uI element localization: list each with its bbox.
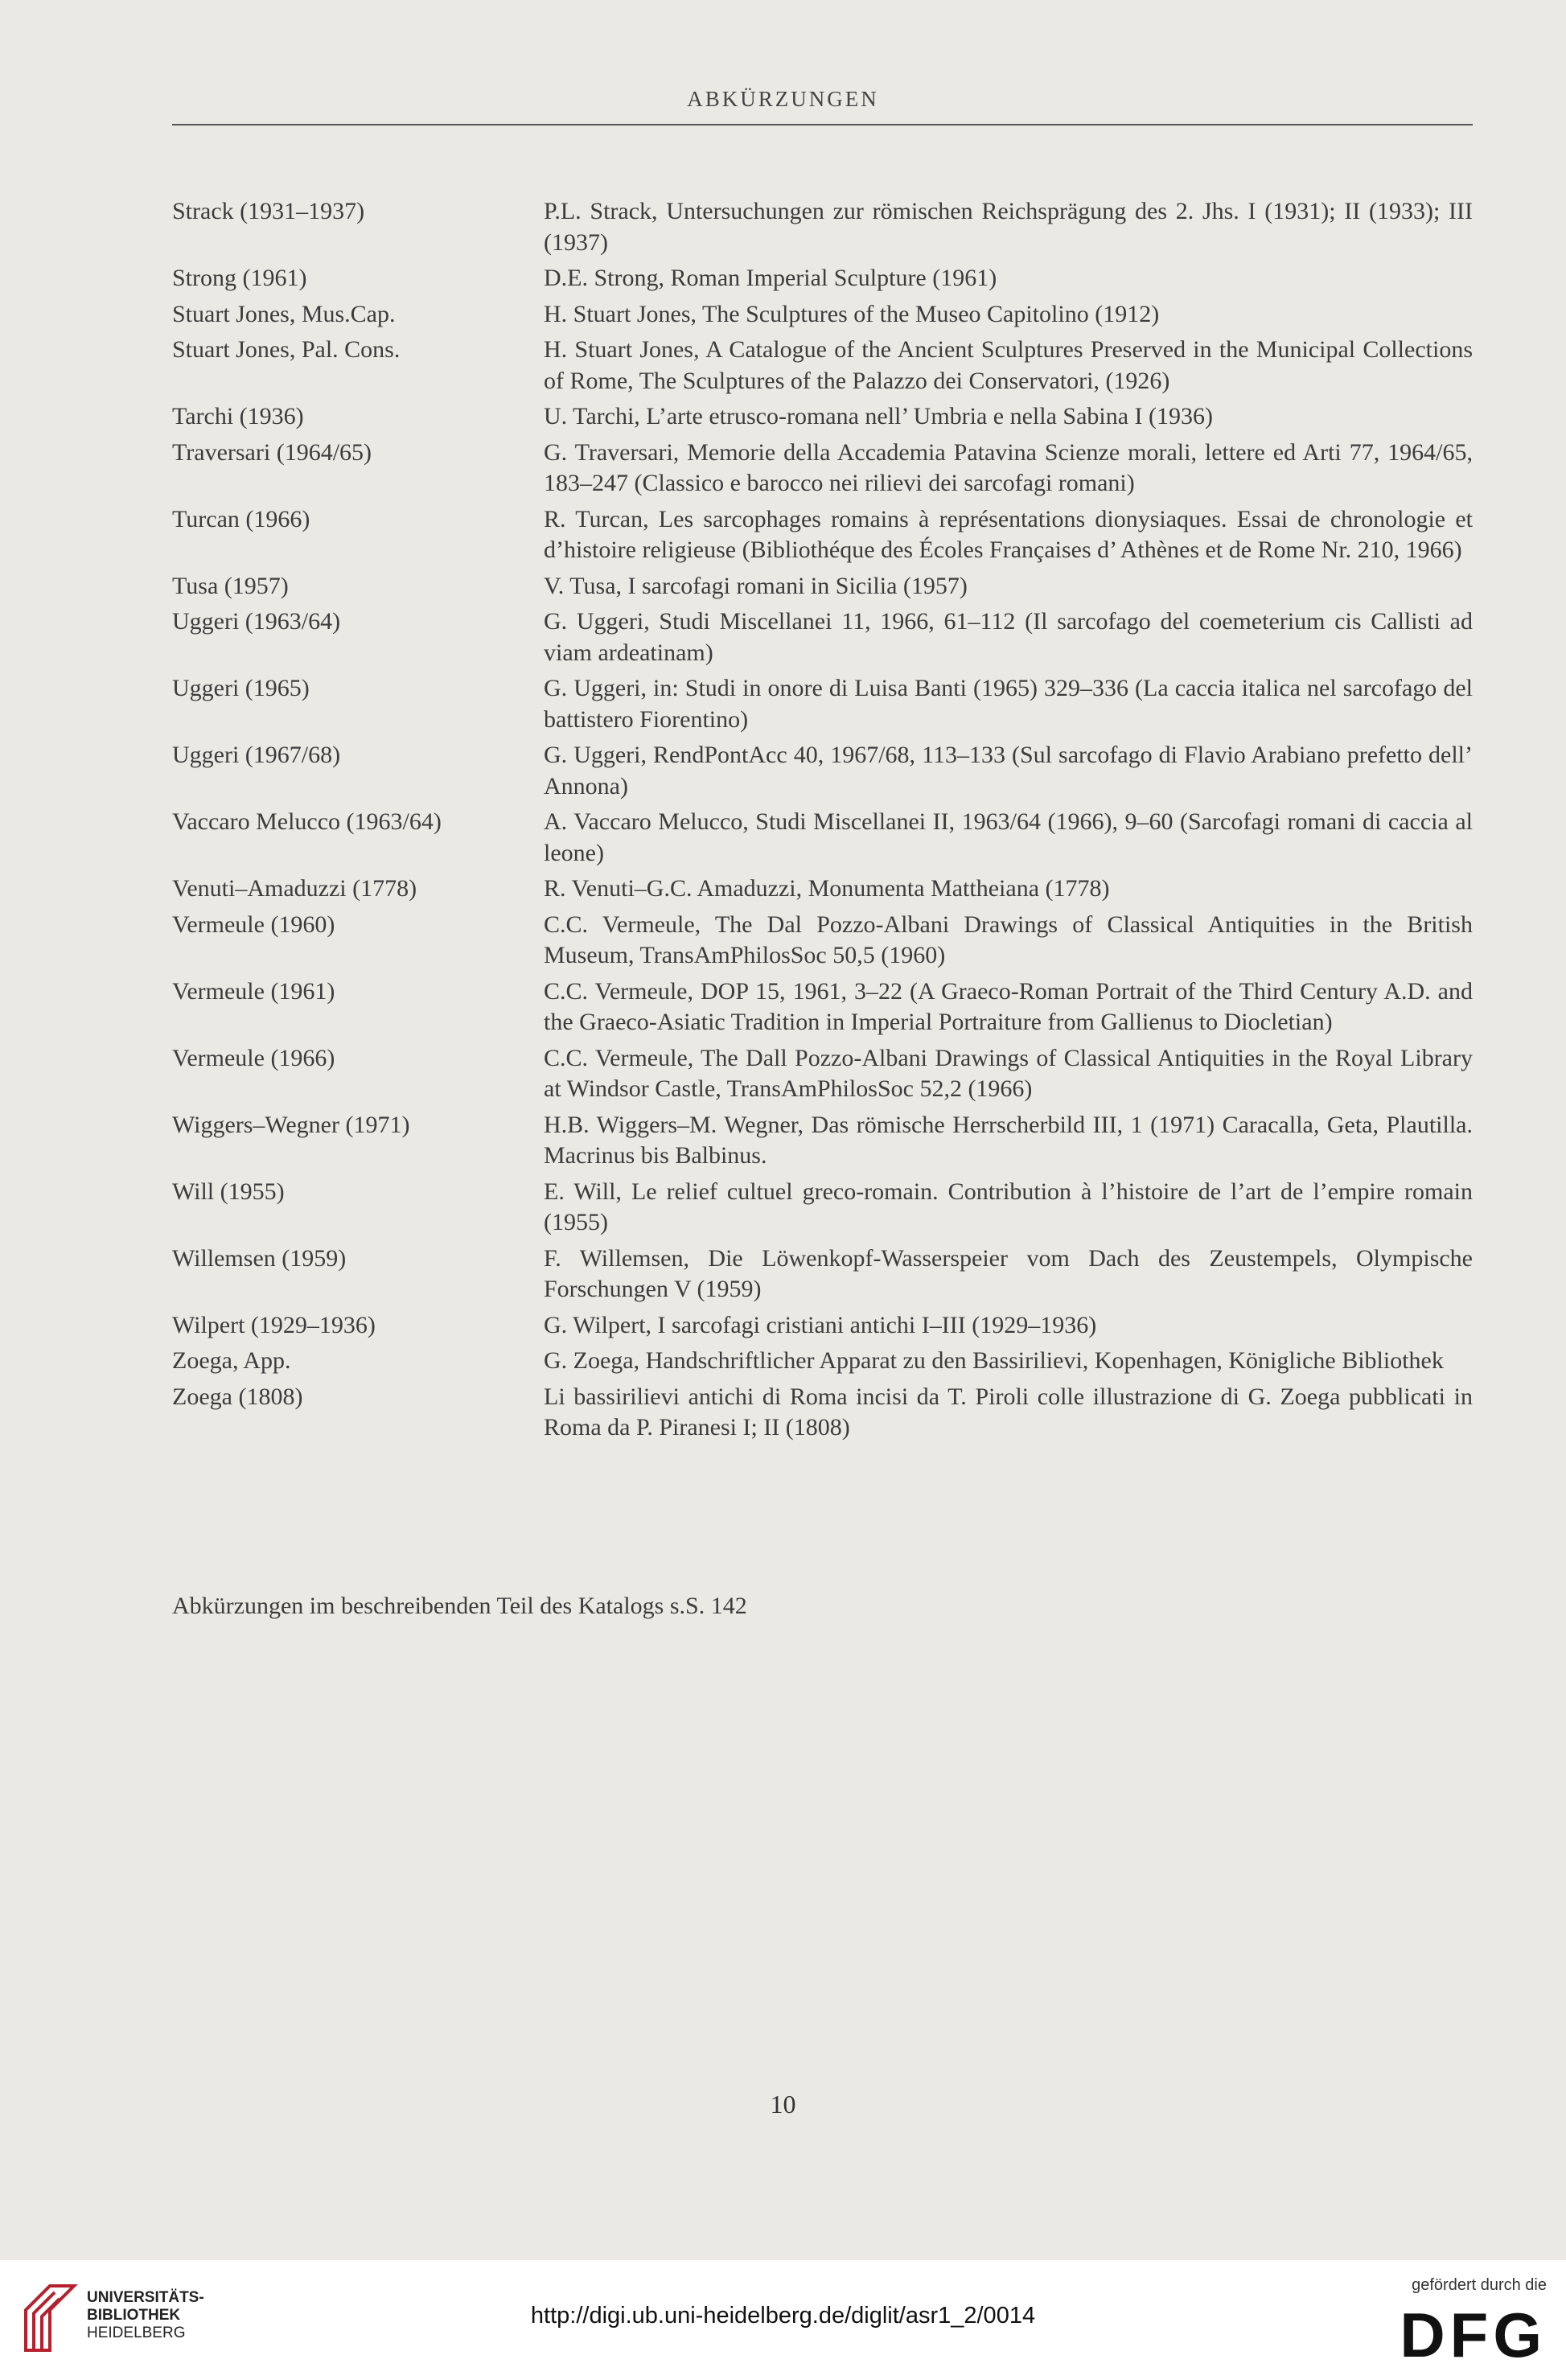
abbreviation-reference: D.E. Strong, Roman Imperial Sculpture (1961) <box>544 265 997 291</box>
dfg-logo: DFG <box>1400 2300 1547 2370</box>
abbreviation-key: Vermeule (1961) <box>172 977 335 1005</box>
abbreviation-reference: H.B. Wiggers–M. Wegner, Das römische Herrscherbild III, 1 (1971) Caracalla, Geta, Plautilla. Macrinus bis Balbinus. <box>544 1111 1473 1169</box>
abbreviation-entry <box>172 1177 1473 1239</box>
abbreviation-entry <box>172 196 1473 258</box>
abbreviation-key: Strack (1931–1937) <box>172 198 365 224</box>
abbreviation-key: Wiggers–Wegner (1971) <box>172 1111 410 1138</box>
abbreviation-reference: G. Uggeri, in: Studi in onore di Luisa Banti (1965) 329–336 (La caccia italica nel sarcofago del battistero Fiorentino) <box>544 675 1473 733</box>
abbreviation-entry <box>172 606 1473 668</box>
abbreviation-entry <box>172 504 1473 566</box>
abbreviation-key: Uggeri (1965) <box>172 675 310 701</box>
abbreviation-entry <box>172 571 1473 602</box>
abbreviation-entry <box>172 1110 1473 1172</box>
abbreviation-reference: F. Willemsen, Die Löwenkopf-Wasserspeier vom Dach des Zeustempels, Olympische Forschungen V (1959) <box>544 1244 1473 1302</box>
abbreviation-key: Strong (1961) <box>172 265 307 291</box>
abbreviation-entry <box>172 299 1473 331</box>
abbreviation-entry <box>172 401 1473 433</box>
abbreviation-key: Zoega (1808) <box>172 1383 303 1410</box>
abbreviation-reference: G. Uggeri, RendPontAcc 40, 1967/68, 113–133 (Sul sarcofago di Flavio Arabiano prefetto dell’ Annona) <box>544 742 1473 799</box>
footnote-text: Abkürzungen im beschreibenden Teil des Katalogs s.S. 142 <box>172 1593 747 1619</box>
abbreviation-reference: R. Venuti–G.C. Amaduzzi, Monumenta Mattheiana (1778) <box>544 875 1110 902</box>
abbreviation-entry <box>172 1346 1473 1377</box>
abbreviation-entry <box>172 807 1473 869</box>
abbreviation-reference: U. Tarchi, L’arte etrusco-romana nell’ Umbria e nella Sabina I (1936) <box>544 403 1214 430</box>
abbreviation-key: Wilpert (1929–1936) <box>172 1311 376 1338</box>
abbreviation-entry <box>172 1243 1473 1305</box>
abbreviation-entry <box>172 873 1473 905</box>
abbreviation-entry <box>172 335 1473 397</box>
abbreviation-key: Vermeule (1960) <box>172 910 335 938</box>
abbreviation-key: Vaccaro Melucco (1963/64) <box>172 808 442 835</box>
abbreviation-reference: A. Vaccaro Melucco, Studi Miscellanei II, 1963/64 (1966), 9–60 (Sarcofagi romani di caccia al leone) <box>544 808 1473 866</box>
abbreviation-entry <box>172 1043 1473 1105</box>
abbreviation-key: Uggeri (1967/68) <box>172 742 341 768</box>
abbreviation-key: Stuart Jones, Pal. Cons. <box>172 336 401 363</box>
abbreviation-reference: V. Tusa, I sarcofagi romani in Sicilia (1957) <box>544 572 968 599</box>
abbreviation-entry <box>172 910 1473 972</box>
abbreviation-entry <box>172 263 1473 294</box>
abbreviation-reference: E. Will, Le relief cultuel greco-romain. Contribution à l’histoire de l’art de l’empire romain (1955) <box>544 1178 1473 1235</box>
abbreviation-reference: G. Traversari, Memorie della Accademia Patavina Scienze morali, lettere ed Arti 77, 1964/65, 183–247 (Classico e barocco nei rilievi dei sarcofagi romani) <box>544 438 1473 496</box>
abbreviation-reference: G. Uggeri, Studi Miscellanei 11, 1966, 61–112 (Il sarcofago del coemeterium cis Callisti ad viam ardeatinam) <box>544 608 1473 666</box>
abbreviation-entry <box>172 1310 1473 1342</box>
abbreviation-reference: C.C. Vermeule, DOP 15, 1961, 3–22 (A Graeco-Roman Portrait of the Third Century A.D. and the Graeco-Asiatic Tradition in Imperial Portraiture from Gallienus to Diocletian) <box>544 977 1473 1035</box>
library-name-line1: UNIVERSITÄTS- <box>87 2289 204 2306</box>
page-number: 10 <box>770 2090 796 2119</box>
abbreviation-reference: G. Zoega, Handschriftlicher Apparat zu den Bassirilievi, Kopenhagen, Königliche Bibliothek <box>544 1347 1444 1374</box>
abbreviation-reference: R. Turcan, Les sarcophages romains à représentations dionysiaques. Essai de chronologie et d’histoire religieuse (Bibliothéque des Écoles Françaises d’ Athènes et de Rome Nr. 210, 1966) <box>544 505 1473 563</box>
abbreviation-entry <box>172 740 1473 802</box>
abbreviation-key: Venuti–Amaduzzi (1778) <box>172 875 417 902</box>
sponsor-caption: gefördert durch die <box>1412 2276 1547 2294</box>
abbreviation-entry <box>172 438 1473 499</box>
abbreviation-reference: H. Stuart Jones, The Sculptures of the Museo Capitolino (1912) <box>544 300 1160 327</box>
abbreviation-key: Tusa (1957) <box>172 572 289 599</box>
abbreviation-entry <box>172 976 1473 1038</box>
abbreviation-entry <box>172 1382 1473 1444</box>
running-head: ABKÜRZUNGEN <box>687 87 879 111</box>
abbreviation-list <box>172 196 1473 1449</box>
abbreviation-key: Uggeri (1963/64) <box>172 608 341 635</box>
permalink-url[interactable]: http://digi.ub.uni-heidelberg.de/diglit/asr1_2/0014 <box>530 2303 1036 2329</box>
abbreviation-key: Willemsen (1959) <box>172 1244 347 1272</box>
header-rule <box>172 124 1473 125</box>
abbreviation-reference: P.L. Strack, Untersuchungen zur römischen Reichsprägung des 2. Jhs. I (1931); II (1933); III (1937) <box>544 198 1473 256</box>
abbreviation-key: Tarchi (1936) <box>172 403 304 430</box>
abbreviation-reference: G. Wilpert, I sarcofagi cristiani antichi I–III (1929–1936) <box>544 1311 1097 1338</box>
abbreviation-entry <box>172 673 1473 735</box>
abbreviation-key: Will (1955) <box>172 1178 285 1205</box>
abbreviation-key: Stuart Jones, Mus.Cap. <box>172 300 396 327</box>
library-name-line2: BIBLIOTHEK <box>87 2307 181 2324</box>
abbreviation-reference: C.C. Vermeule, The Dall Pozzo-Albani Drawings of Classical Antiquities in the Royal Library at Windsor Castle, TransAmPhilosSoc 52,2 (1966) <box>544 1044 1473 1102</box>
library-name-line3: HEIDELBERG <box>87 2325 186 2341</box>
abbreviation-key: Zoega, App. <box>172 1347 291 1374</box>
abbreviation-reference: C.C. Vermeule, The Dal Pozzo-Albani Drawings of Classical Antiquities in the British Museum, TransAmPhilosSoc 50,5 (1960) <box>544 910 1473 968</box>
abbreviation-reference: Li bassirilievi antichi di Roma incisi da T. Piroli colle illustrazione di G. Zoega pubblicati in Roma da P. Piranesi I; II (1808) <box>544 1383 1473 1441</box>
abbreviation-key: Turcan (1966) <box>172 505 310 532</box>
abbreviation-key: Vermeule (1966) <box>172 1044 335 1071</box>
abbreviation-key: Traversari (1964/65) <box>172 438 372 466</box>
viewer-footer <box>0 2260 1566 2380</box>
abbreviation-reference: H. Stuart Jones, A Catalogue of the Ancient Sculptures Preserved in the Municipal Collections of Rome, The Sculptures of the Palazzo dei Conservatori, (1926) <box>544 336 1473 394</box>
